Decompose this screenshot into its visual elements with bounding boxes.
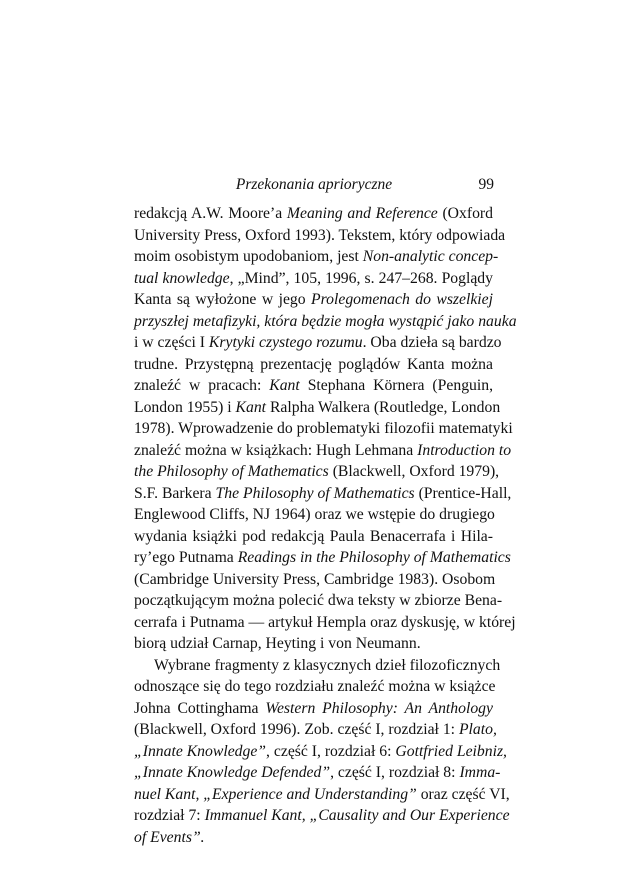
text-run: redakcją A.W. Moore’a — [134, 205, 287, 222]
text-run: początkującym można polecić dwa teksty w zbiorze Bena- — [134, 592, 503, 609]
italic-title-text: of Events”. — [134, 828, 205, 846]
italic-title-text: tual knowledge — [134, 269, 230, 287]
text-run: cerrafa i Putnama — artykuł Hempla oraz dyskusję, w której — [134, 613, 516, 631]
text-run: Kanta są wyłożone w jego — [134, 291, 312, 308]
italic-title-text: the Philosophy of Mathematics — [134, 463, 329, 480]
text-run: (Oxford — [437, 205, 493, 222]
text-run: University Press, Oxford 1993). Tekstem, który odpowiada — [134, 226, 506, 244]
text-line — [134, 526, 493, 548]
text-line — [134, 612, 516, 634]
italic-title-text: nuel Kant, „Experience and Understanding” — [134, 785, 417, 803]
text-line — [134, 397, 501, 419]
italic-title-text: The Philosophy of Mathematics — [215, 484, 415, 502]
italic-title-text: Kant — [269, 377, 300, 394]
text-run: , „Mind”, 105, 1996, s. 247–268. Poglądy — [229, 269, 493, 287]
text-run: Ralpha Walkera (Routledge, London — [266, 398, 501, 416]
text-run: S.F. Barkera — [134, 484, 216, 502]
text-run: . Oba dzieła są bardzo — [362, 334, 502, 351]
text-line — [134, 784, 510, 806]
body-text — [134, 203, 517, 848]
italic-title-text: Introduction to — [417, 441, 512, 459]
italic-title-text: Readings in the Philosophy of Mathematics — [237, 549, 511, 566]
text-line — [134, 483, 512, 505]
text-run: Englewood Cliffs, NJ 1964) oraz we wstępie do drugiego — [134, 506, 495, 523]
text-line — [134, 289, 493, 311]
text-line — [134, 655, 501, 677]
text-run: (Blackwell, Oxford 1979), — [328, 463, 500, 480]
text-line — [134, 762, 501, 784]
text-run: trudne. Przystępną prezentację poglądów Kanta można — [134, 355, 493, 373]
italic-title-text: Prolegomenach do wszelkiej — [311, 291, 493, 308]
text-run: (Blackwell, Oxford 1996). Zob. część I, rozdział 1: — [134, 721, 459, 738]
text-line — [134, 698, 493, 720]
text-run: ry’ego Putnama — [134, 549, 238, 566]
italic-title-text: „Innate Knowledge” — [134, 742, 267, 760]
text-line — [134, 246, 499, 268]
text-run: London 1955) i — [134, 398, 236, 416]
text-run: (Prentice-Hall, — [414, 484, 512, 502]
italic-title-text: Meaning and Reference — [286, 205, 438, 222]
italic-title-text: Non-analytic concep- — [362, 248, 499, 265]
text-line — [134, 311, 517, 333]
text-line — [134, 440, 512, 462]
text-line — [134, 375, 493, 397]
text-line — [134, 827, 493, 849]
text-line — [134, 418, 513, 440]
text-run: , część I, rozdział 6: — [266, 742, 396, 760]
italic-title-text: Imma- — [459, 764, 501, 781]
text-line — [134, 590, 503, 612]
text-line — [134, 332, 502, 354]
text-run: znaleźć można w książkach: Hugh Lehmana — [134, 441, 418, 459]
text-run: moim osobistym upodobaniom, jest — [134, 248, 363, 265]
text-line — [134, 225, 506, 247]
text-run: i w części I — [134, 334, 209, 351]
text-line — [134, 504, 493, 526]
text-line — [134, 203, 493, 225]
text-run: Stephana Körnera (Penguin, — [299, 377, 493, 394]
italic-title-text: Gottfried Leibniz, — [395, 742, 507, 760]
text-line — [134, 268, 493, 290]
text-run: odnoszące się do tego rozdziału znaleźć można w książce — [134, 678, 496, 695]
italic-title-text: Krytyki czystego rozumu — [208, 334, 363, 351]
italic-title-text: przyszłej metafizyki, która będzie mogła wystąpić jako nauka — [134, 312, 517, 330]
running-title: Przekonania aprioryczne — [235, 176, 393, 193]
text-run: rozdział 7: — [134, 807, 205, 824]
text-run: Johna Cottinghama — [134, 699, 266, 717]
italic-title-text: Plato, — [458, 721, 497, 738]
text-line — [134, 676, 496, 698]
text-run: (Cambridge University Press, Cambridge 1983). Osobom — [134, 570, 496, 588]
page-header — [134, 176, 494, 196]
text-line — [134, 461, 500, 483]
text-line — [134, 719, 497, 741]
text-run: oraz część VI, — [416, 785, 510, 803]
text-run: 1978). Wprowadzenie do problematyki filozofii matematyki — [134, 420, 513, 437]
italic-title-text: Western Philosophy: An Anthology — [265, 699, 493, 717]
text-run: wydania książki pod redakcją Paula Benacerrafa i Hila- — [134, 527, 493, 545]
text-run: znaleźć w pracach: — [134, 377, 270, 394]
text-line — [134, 805, 510, 827]
text-line — [134, 741, 507, 763]
text-line — [134, 547, 511, 569]
italic-title-text: „Innate Knowledge Defended” — [134, 764, 331, 781]
text-line — [134, 354, 493, 376]
italic-title-text: Kant — [235, 398, 267, 416]
text-line — [134, 633, 493, 655]
page-number: 99 — [478, 176, 494, 193]
text-run: , część I, rozdział 8: — [330, 764, 460, 781]
text-run: biorą udział Carnap, Heyting i von Neumann. — [134, 635, 421, 652]
italic-title-text: Immanuel Kant, „Causality and Our Experience — [204, 807, 510, 824]
text-run: Wybrane fragmenty z klasycznych dzieł filozoficznych — [154, 656, 501, 674]
text-line — [134, 569, 496, 591]
